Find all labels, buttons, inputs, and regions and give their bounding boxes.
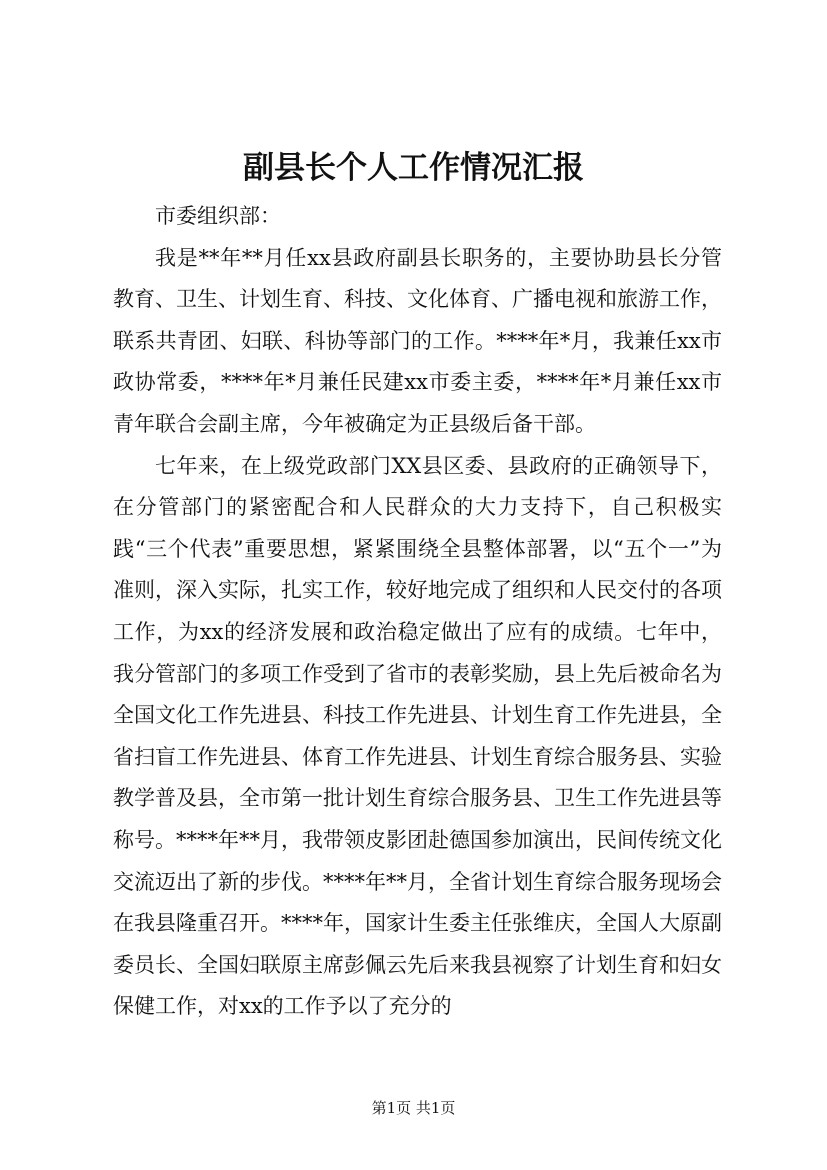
document-title: 副县长个人工作情况汇报 xyxy=(243,150,584,186)
paragraph-2: 七年来，在上级党政部门XX县区委、县政府的正确领导下，在分管部门的紧密配合和人民群众的大力支持下，自己积极实践“三个代表”重要思想，紧紧围绕全县整体部署，以“五个一”为准则，深入实际，扎实工作，较好地完成了组织和人民交付的各项工作，为xx的经济发展和政治稳定做出了应有的成绩。七年中，我分管部门的多项工作受到了省市的表彰奖励，县上先后被命名为全国文化工作先进县、科技工作先进县、计划生育工作先进县，全省扫盲工作先进县、体育工作先进县、计划生育综合服务县、实验教学普及县，全市第一批计划生育综合服务县、卫生工作先进县等称号。****年**月，我带领皮影团赴德国参加演出，民间传统文化交流迈出了新的步伐。****年**月，全省计划生育综合服务现场会在我县隆重召开。****年，国家计生委主任张维庆，全国人大原副委员长、全国妇联原主席彭佩云先后来我县视察了计划生育和妇女保健工作，对xx的工作予以了充分的 xyxy=(113,453,722,1019)
page-footer: 第1页 共1页 xyxy=(371,1099,456,1117)
salutation: 市委组织部： xyxy=(155,204,281,228)
paragraph-1: 我是**年**月任xx县政府副县长职务的，主要协助县长分管教育、卫生、计划生育、科技、文化体育、广播电视和旅游工作，联系共青团、妇联、科协等部门的工作。****年*月，我兼任xx市政协常委，****年*月兼任民建xx市委主委，****年*月兼任xx市青年联合会副主席，今年被确定为正县级后备干部。 xyxy=(113,245,722,436)
document-body xyxy=(113,196,722,1028)
